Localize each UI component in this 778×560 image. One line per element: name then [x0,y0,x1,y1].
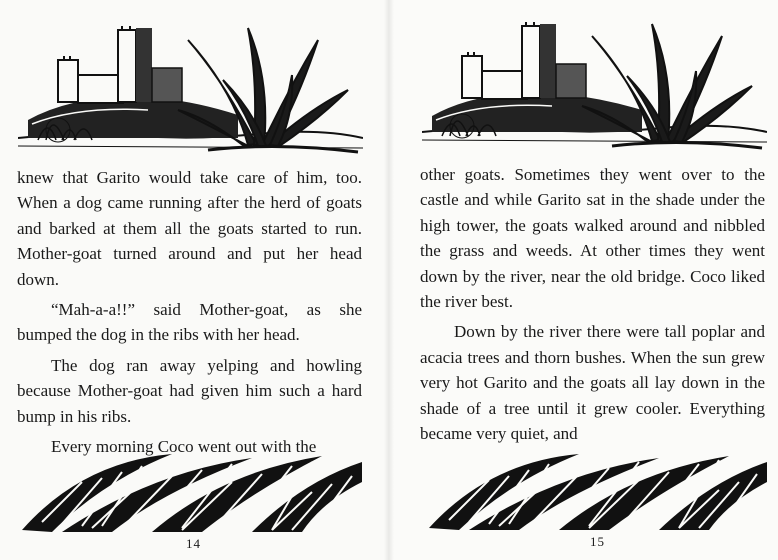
paragraph: knew that Garito would take care of him, too. When a dog came running after the herd of goats and barked at them all the goats started to run. Mother-goat turned around and put her head down. [17,168,362,289]
palm-fronds-illustration [22,452,362,532]
paragraph: “Mah-a-a!!” said Mother-goat, as she bumped the dog in the ribs with her head. [17,300,362,345]
paragraph: other goats. Sometimes they went over to the castle and while Garito sat in the shade under the high tower, the goats walked around and nibbled the grass and weeds. At other times they went down by the river, near the old bridge. Coco liked the river best. [420,165,765,312]
left-page-text [17,165,362,459]
paragraph: Down by the river there were tall poplar and acacia trees and thorn bushes. When the sun grew very hot Garito and the goats all lay down in the shade of a tree until it grew cooler. Everything became very quiet, and [420,322,765,444]
page-number: 14 [186,536,201,551]
paragraph: The dog ran away yelping and howling because Mother-goat had given him such a hard bump in his ribs. [17,355,362,426]
right-page-text [420,162,765,446]
castle-and-agave-illustration [422,20,767,150]
book-gutter [384,0,394,560]
castle-and-agave-illustration [18,20,363,155]
right-page [389,0,778,560]
page-number: 15 [590,534,605,549]
paragraph: Every morning Coco went out with the [51,437,317,457]
palm-fronds-illustration [429,452,767,530]
